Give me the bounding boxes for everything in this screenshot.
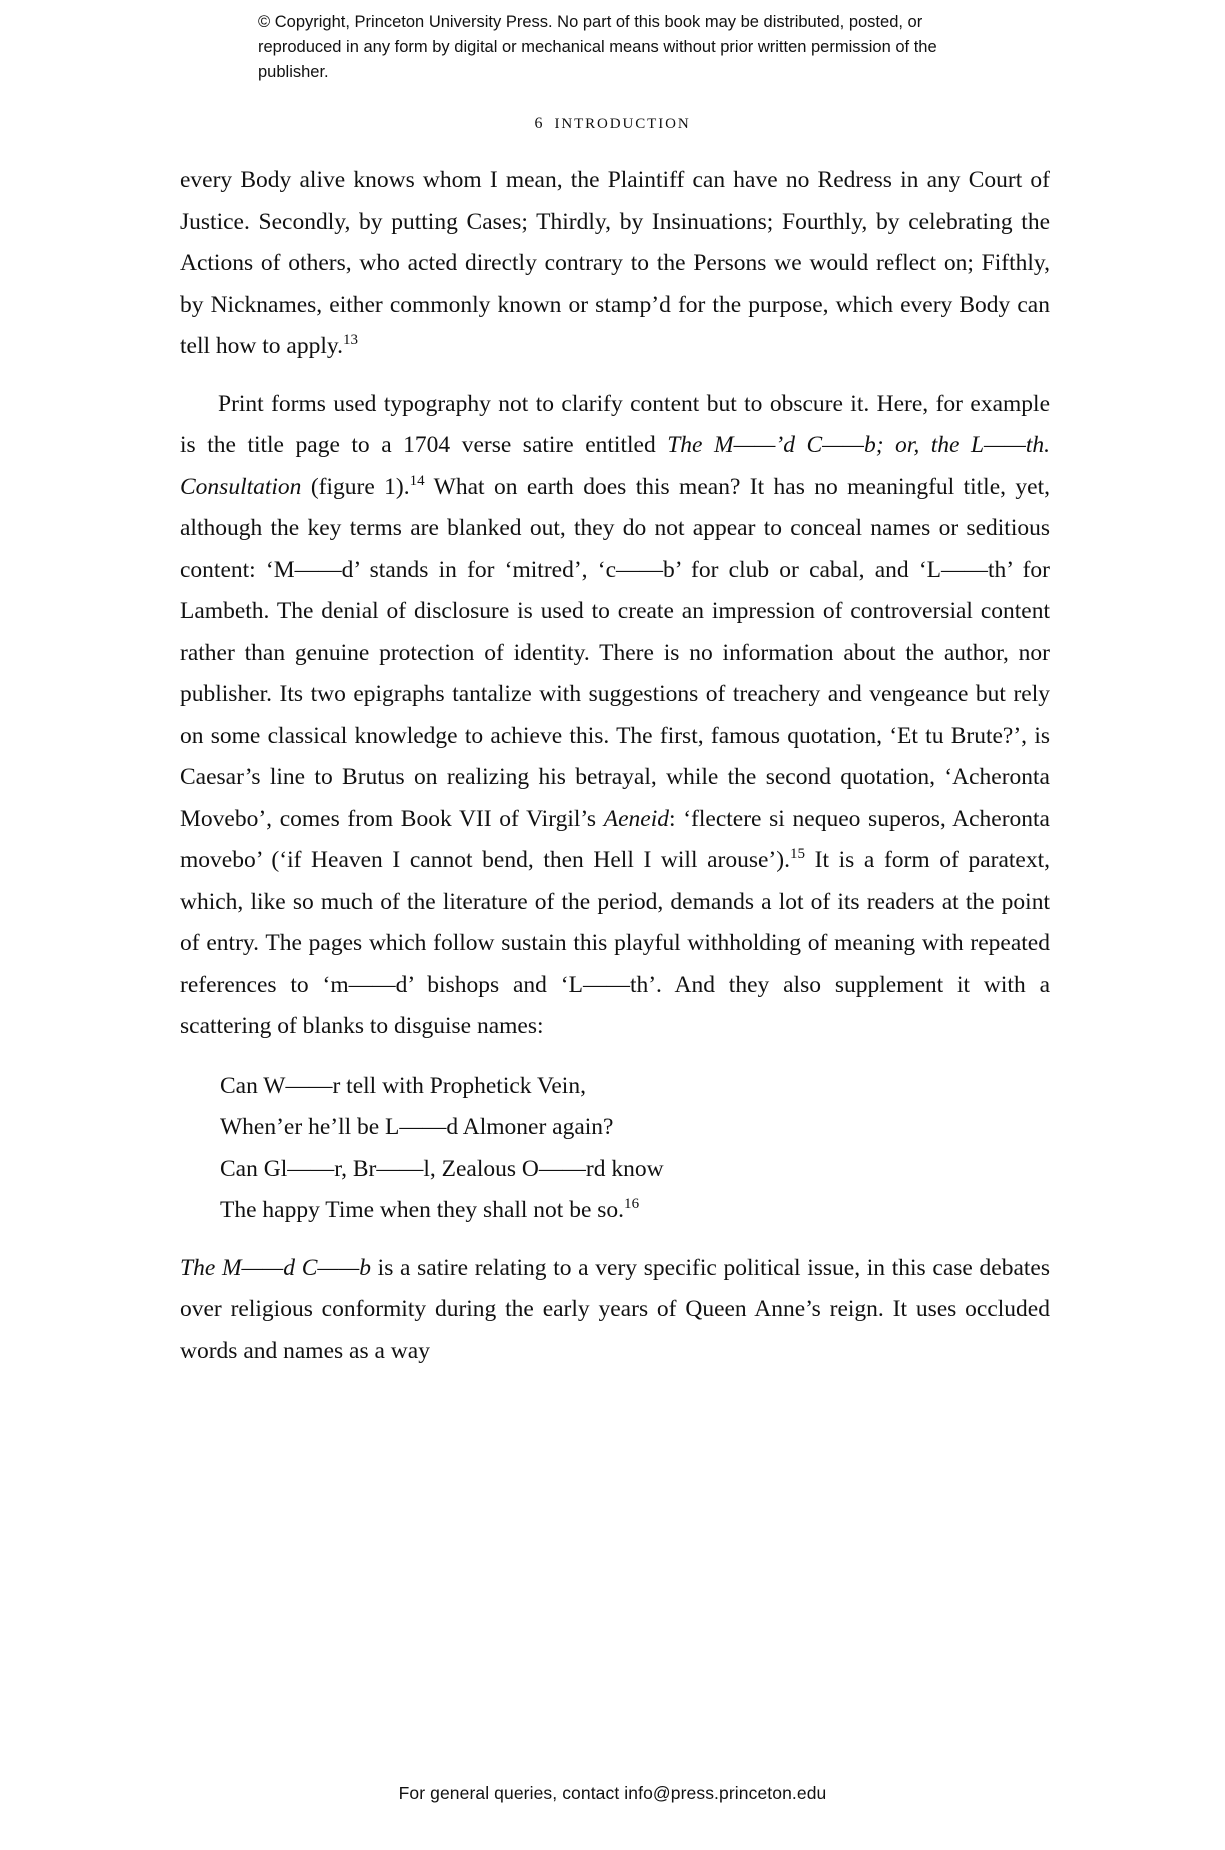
- main-text-column: [180, 160, 1050, 1372]
- paragraph-continuation: every Body alive knows whom I mean, the Plaintiff can have no Redress in any Court of Justice. Secondly, by putting Cases; Thirdly, by Insinuations; Fourthly, by celebrating the Actions of others, who acted directly contrary to the Persons we would reflect on; Fifthly, by Nicknames, either commonly known or stamp’d for the purpose, which every Body can tell how to apply.$^{13}$: [180, 167, 1050, 359]
- copyright-notice: © Copyright, Princeton University Press. No part of this book may be distributed, posted, or reproduced in any form by digital or mechanical means without prior written permission of the publisher.: [258, 13, 937, 82]
- paragraph-print-forms: Print forms used typography not to clarify content but to obscure it. Here, for example is the title page to a 1704 verse satire entitled The M——’d C——b; or, the L——th. Consultation (figure 1).$^{14}$ What on earth does this mean? It has no meaningful title, yet, although the key terms are blanked out, they do not appear to conceal names or seditious content: ‘M——d’ stands in for ‘mitred’, ‘c——b’ for club or cabal, and ‘L——th’ for Lambeth. The denial of disclosure is used to create an impression of controversial content rather than genuine protection of identity. There is no information about the author, nor publisher. Its two epigraphs tantalize with suggestions of treachery and vengeance but rely on some classical knowledge to achieve this. The first, famous quotation, ‘Et tu Brute?’, is Caesar’s line to Brutus on realizing his betrayal, while the second quotation, ‘Acheronta Movebo’, comes from Book VII of Virgil’s Aeneid: ‘flectere si nequeo superos, Acheronta movebo’ (‘if Heaven I cannot bend, then Hell I will arouse’).$^{15}$ It is a form of paratext, which, like so much of the literature of the period, demands a lot of its readers at the point of entry. The pages which follow sustain this playful withholding of meaning with repeated references to ‘m——d’ bishops and ‘L——th’. And they also supplement it with a scattering of blanks to disguise names:: [180, 390, 1050, 1039]
- footer-queries-note: For general queries, contact info@press.princeton.edu: [398, 1783, 827, 1803]
- verse-line: The happy Time when they shall not be so.$^{16}$: [220, 1196, 640, 1223]
- running-head: [0, 115, 1225, 133]
- verse-line: Can W——r tell with Prophetick Vein,: [220, 1072, 586, 1099]
- paragraph-satire: The M——d C——b is a satire relating to a very specific political issue, in this case debates over religious conformity during the early years of Queen Anne’s reign. It uses occluded words and names as a way: [180, 1254, 1050, 1364]
- page-number: 6: [534, 115, 543, 132]
- verse-line: When’er he’ll be L——d Almoner again?: [220, 1114, 614, 1140]
- paragraph-spacer: [180, 368, 1050, 384]
- verse-line: Can Gl——r, Br——l, Zealous O——rd know: [220, 1155, 664, 1182]
- chapter-title: INTRODUCTION: [554, 116, 691, 132]
- paragraph-spacer: [180, 1232, 1050, 1248]
- verse-extract: [180, 1066, 1050, 1232]
